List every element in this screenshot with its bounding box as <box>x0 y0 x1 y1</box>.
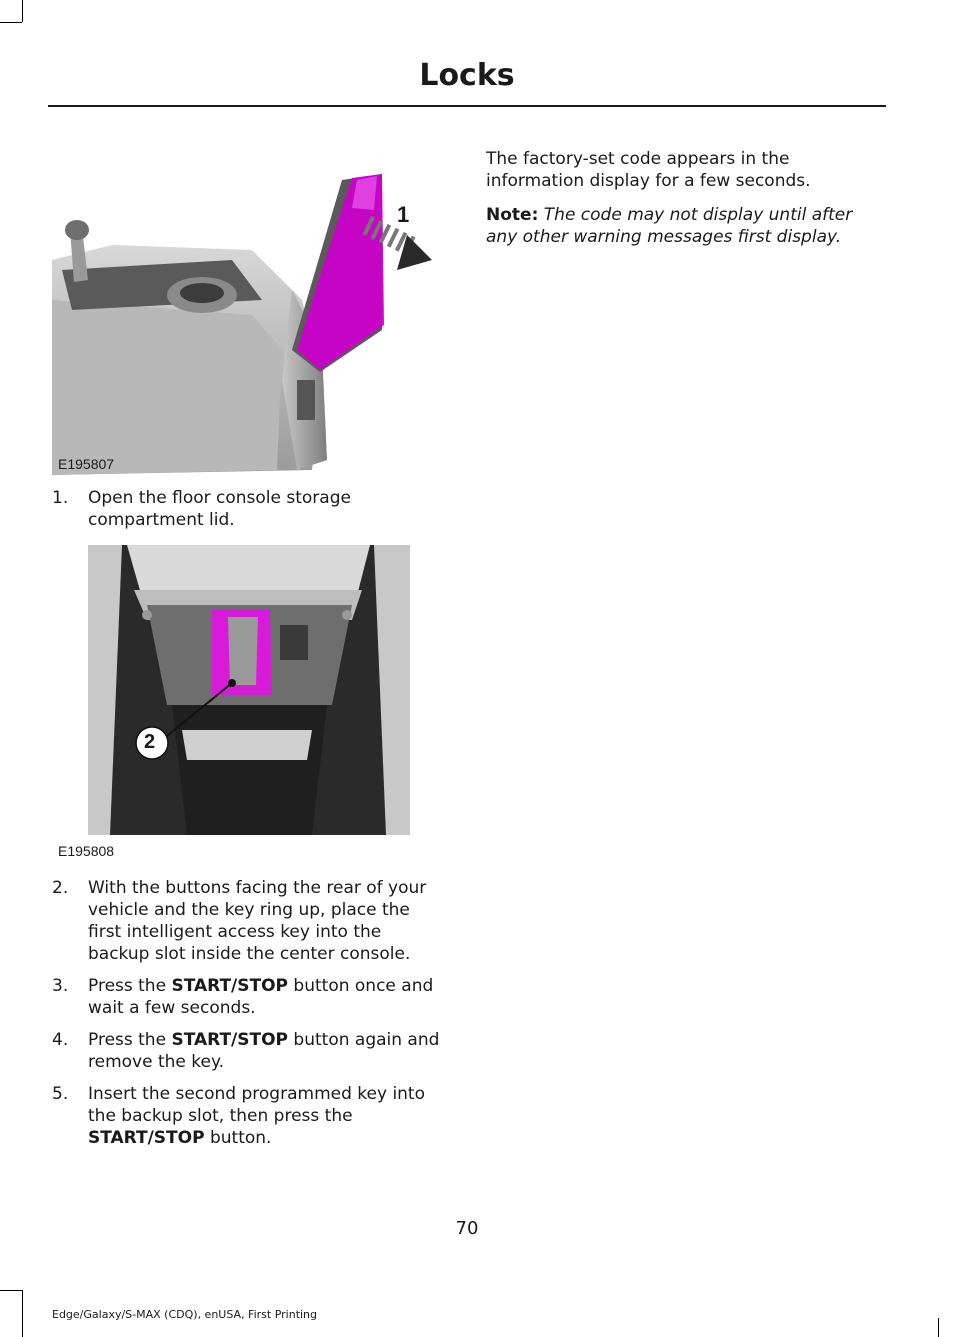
crop-mark-top-left-v <box>22 0 23 22</box>
step-item <box>52 487 448 531</box>
step-text: With the buttons facing the rear of your vehicle and the key ring up, place the first intelligent access key into the backup slot inside the center console. <box>88 878 427 964</box>
step-item <box>52 1083 448 1149</box>
crop-mark-top-left-h <box>0 22 22 23</box>
right-column <box>486 148 886 260</box>
steps-list-part2 <box>52 877 448 1159</box>
note-text: The code may not display until after any other warning messages first display. <box>486 205 853 247</box>
figure-callout-2: 2 <box>144 731 156 753</box>
step-text: button. <box>204 1128 272 1148</box>
step-number: 3. <box>52 976 69 996</box>
step-number: 5. <box>52 1084 69 1104</box>
page-number: 70 <box>455 1218 479 1239</box>
step-item <box>52 1029 448 1073</box>
figure-console-lid <box>52 150 432 475</box>
step-text: Open the floor console storage compartment lid. <box>88 488 351 530</box>
step-text: Press the <box>88 976 172 996</box>
step-text: Press the <box>88 1030 172 1050</box>
step-number: 1. <box>52 488 69 508</box>
crop-mark-bottom-left-v <box>22 1290 23 1337</box>
start-stop-label: START/STOP <box>171 976 289 996</box>
figure-callout-1: 1 <box>397 202 410 227</box>
figure-id-label: E195808 <box>58 843 115 859</box>
step-text: button again and remove the key. <box>88 1030 440 1072</box>
crop-mark-bottom-left-h <box>0 1290 22 1291</box>
figure-id-label: E195807 <box>58 456 115 472</box>
steps-list-part1 <box>52 487 448 541</box>
step-text: button once and wait a few seconds. <box>88 976 434 1018</box>
page-title: Locks <box>419 58 515 93</box>
step-number: 4. <box>52 1030 69 1050</box>
console-lid-illustration <box>52 150 432 475</box>
backup-slot-illustration <box>52 545 432 860</box>
step-text: Insert the second programmed key into the backup slot, then press the <box>88 1084 426 1126</box>
note-paragraph <box>486 204 886 248</box>
step-number: 2. <box>52 878 69 898</box>
crop-mark-bottom-right-v <box>938 1318 939 1337</box>
footer-text: Edge/Galaxy/S-MAX (CDQ), enUSA, First Printing <box>52 1308 318 1321</box>
note-label: Note: <box>486 205 539 225</box>
step-item <box>52 877 448 965</box>
body-paragraph: The factory-set code appears in the information display for a few seconds. <box>486 149 811 191</box>
start-stop-label: START/STOP <box>88 1128 205 1148</box>
header-divider <box>48 105 886 107</box>
figure-backup-slot <box>52 545 432 860</box>
start-stop-label: START/STOP <box>171 1030 289 1050</box>
step-item <box>52 975 448 1019</box>
